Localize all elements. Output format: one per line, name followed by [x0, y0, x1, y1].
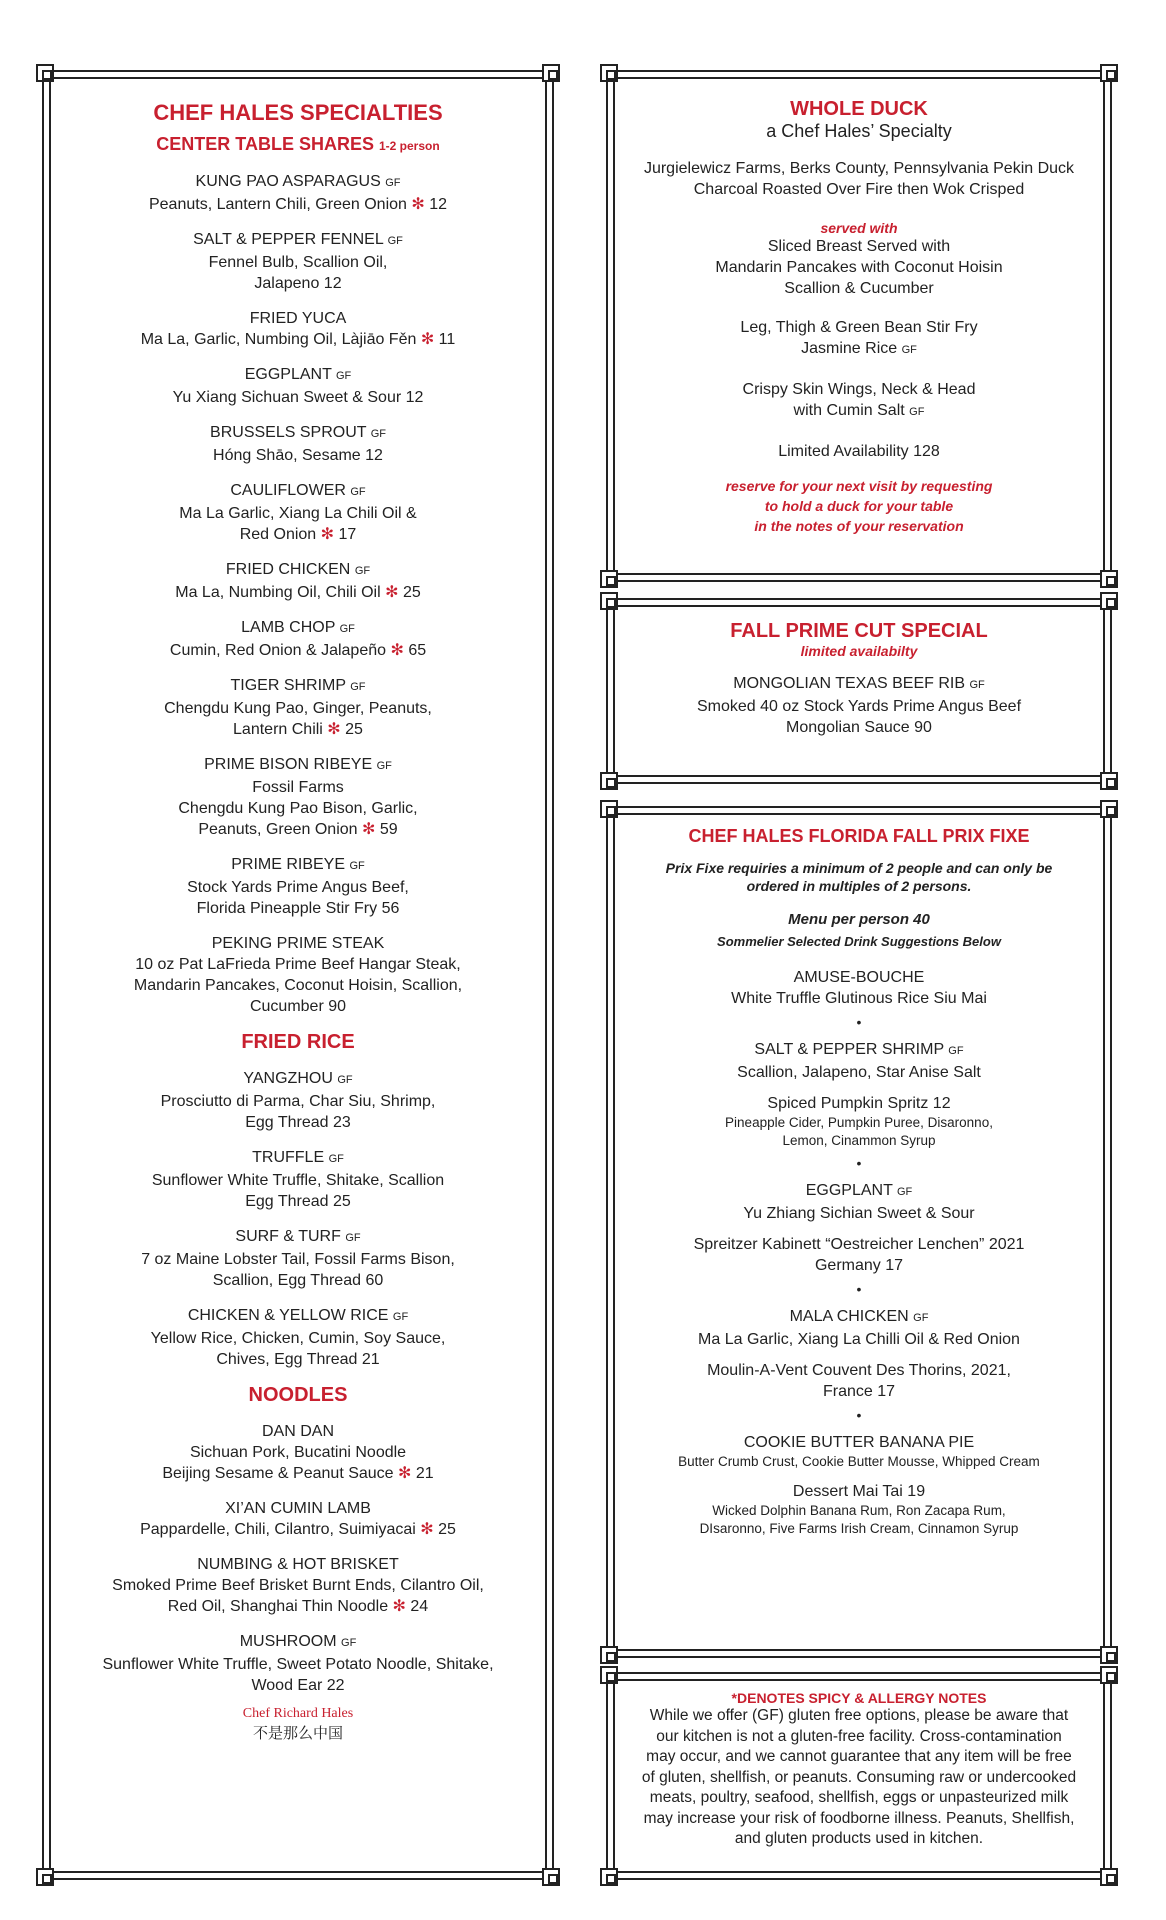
menu-item-price: 24	[410, 1598, 429, 1615]
menu-item-price: 11	[438, 331, 456, 348]
menu-item-desc: Ma La, Numbing Oil, Chili Oil ✻ 25	[175, 584, 421, 601]
menu-item-desc: Red Oil, Shanghai Thin Noodle ✻ 24	[167, 1598, 429, 1615]
menu-item-name: SURF & TURF GF	[235, 1228, 361, 1245]
menu-item	[56, 422, 540, 466]
menu-item-desc: Ma La Garlic, Xiang La Chili Oil &	[179, 505, 417, 522]
drink-desc: Pineapple Cider, Pumpkin Puree, Disaronno,	[725, 1115, 993, 1130]
menu-item-desc: Peanuts, Lantern Chili, Green Onion ✻ 12	[148, 196, 448, 213]
reserve-note: reserve for your next visit by requesting to hold a duck for your table in the notes of your reservation	[725, 478, 993, 534]
drink-name: Spreitzer Kabinett “Oestreicher Lenchen” 2021	[693, 1236, 1025, 1253]
menu-item	[56, 229, 540, 294]
spicy-icon: ✻	[322, 721, 346, 738]
gf-badge: GF	[336, 370, 352, 382]
prime-cut-title: FALL PRIME CUT SPECIAL	[730, 620, 988, 642]
duck-course-line: Leg, Thigh & Green Bean Stir Fry	[740, 319, 978, 336]
allergy-notes-panel	[606, 1672, 1112, 1880]
corner-ornament	[1100, 1868, 1118, 1886]
corner-ornament	[600, 800, 618, 818]
menu-item-desc: Pappardelle, Chili, Cilantro, Suimiyacai ✻ 25	[140, 1521, 456, 1538]
menu-item-price: 65	[408, 642, 427, 659]
menu-item	[56, 1554, 540, 1617]
course-desc: Ma La Garlic, Xiang La Chilli Oil & Red Onion	[698, 1331, 1020, 1348]
menu-item	[56, 675, 540, 740]
menu-item-desc: Beijing Sesame & Peanut Sauce ✻ 21	[162, 1465, 434, 1482]
menu-item-name: BRUSSELS SPROUT GF	[210, 424, 386, 441]
menu-item	[56, 1068, 540, 1133]
gf-badge: GF	[328, 1153, 344, 1165]
menu-item-desc: Yellow Rice, Chicken, Cumin, Soy Sauce,	[150, 1330, 446, 1347]
fried-rice-items	[56, 1068, 540, 1370]
gf-badge: GF	[387, 235, 403, 247]
menu-item-name: EGGPLANT GF	[244, 366, 352, 383]
menu-item-desc: 7 oz Maine Lobster Tail, Fossil Farms Bison,	[141, 1251, 455, 1268]
menu-item-name: DAN DAN	[261, 1423, 334, 1440]
course-name: MALA CHICKEN GF	[789, 1308, 929, 1325]
chef-signature: Chef Richard Hales	[242, 1706, 354, 1721]
gf-badge: GF	[370, 428, 386, 440]
corner-ornament	[600, 64, 618, 82]
corner-ornament	[1100, 772, 1118, 790]
menu-item-price: 17	[338, 526, 357, 543]
corner-ornament	[36, 64, 54, 82]
menu-item-name: TRUFFLE GF	[252, 1149, 344, 1166]
menu-item-name: PRIME BISON RIBEYE GF	[204, 756, 392, 773]
menu-item-desc: Florida Pineapple Stir Fry 56	[196, 900, 400, 917]
fried-rice-title: FRIED RICE	[241, 1031, 355, 1053]
corner-ornament	[1100, 592, 1118, 610]
menu-item-name: KUNG PAO ASPARAGUS GF	[195, 173, 401, 190]
duck-course-line: Crispy Skin Wings, Neck & Head	[742, 381, 976, 398]
menu-item	[56, 559, 540, 603]
sommelier-note: Sommelier Selected Drink Suggestions Below	[717, 934, 1001, 949]
corner-ornament	[542, 1868, 560, 1886]
menu-item-desc: Fennel Bulb, Scallion Oil,	[208, 254, 388, 271]
drink-name: Spiced Pumpkin Spritz 12	[767, 1095, 951, 1112]
gf-badge: GF	[337, 1074, 353, 1086]
duck-course-line: Jasmine Rice GF	[801, 340, 917, 357]
menu-item-name: MUSHROOM GF	[239, 1633, 357, 1650]
menu-item-name: TIGER SHRIMP GF	[230, 677, 366, 694]
duck-course-line: Scallion & Cucumber	[784, 280, 934, 297]
course-divider: •	[856, 1014, 862, 1030]
corner-ornament	[1100, 1646, 1118, 1664]
prime-cut-desc: Smoked 40 oz Stock Yards Prime Angus Beef	[696, 698, 1022, 715]
menu-item	[56, 617, 540, 661]
gf-badge: GF	[350, 486, 366, 498]
course-desc: Scallion, Jalapeno, Star Anise Salt	[737, 1064, 981, 1081]
spicy-icon: ✻	[415, 1521, 439, 1538]
menu-item	[56, 1226, 540, 1291]
menu-item-desc: Chengdu Kung Pao Bison, Garlic,	[178, 800, 418, 817]
menu-item-desc: Lantern Chili ✻ 25	[233, 721, 363, 738]
drink-name: Moulin-A-Vent Couvent Des Thorins, 2021,	[707, 1362, 1011, 1379]
duck-desc: Charcoal Roasted Over Fire then Wok Crisped	[693, 181, 1025, 198]
menu-item	[56, 1498, 540, 1540]
menu-item-name: CHICKEN & YELLOW RICE GF	[187, 1307, 409, 1324]
specialties-title: CHEF HALES SPECIALTIES	[153, 100, 443, 125]
drink-name: Dessert Mai Tai 19	[792, 1483, 926, 1500]
gf-badge: GF	[345, 1232, 361, 1244]
gf-badge: GF	[376, 760, 392, 772]
menu-item	[56, 308, 540, 350]
course-name: SALT & PEPPER SHRIMP GF	[754, 1041, 964, 1058]
corner-ornament	[1100, 570, 1118, 588]
corner-ornament	[600, 1646, 618, 1664]
menu-item	[56, 1305, 540, 1370]
course-divider: •	[856, 1155, 862, 1171]
corner-ornament	[600, 772, 618, 790]
prime-cut-desc: Mongolian Sauce 90	[786, 719, 932, 736]
menu-item-desc: Stock Yards Prime Angus Beef,	[187, 879, 409, 896]
drink-desc: Lemon, Cinammon Syrup	[782, 1133, 936, 1148]
corner-ornament	[1100, 64, 1118, 82]
menu-item-name: CAULIFLOWER GF	[230, 482, 366, 499]
prime-cut-subtitle: limited availabilty	[800, 643, 918, 659]
menu-item-name: SALT & PEPPER FENNEL GF	[193, 231, 403, 248]
menu-item-desc: Wood Ear 22	[251, 1677, 345, 1694]
menu-item-desc: Fossil Farms	[252, 779, 344, 796]
menu-item-name: PEKING PRIME STEAK	[211, 935, 385, 952]
allergy-notes-title: *DENOTES SPICY & ALLERGY NOTES	[731, 1690, 987, 1706]
spicy-icon: ✻	[316, 526, 339, 543]
gf-badge: GF	[354, 565, 371, 577]
prix-fixe-price: Menu per person 40	[788, 911, 930, 928]
menu-item-desc: Jalapeno 12	[254, 275, 342, 292]
menu-item-desc: Yu Xiang Sichuan Sweet & Sour 12	[172, 389, 424, 406]
corner-ornament	[600, 1666, 618, 1684]
menu-item-price: 59	[379, 821, 398, 838]
duck-title: WHOLE DUCK	[790, 98, 928, 120]
drink-desc: France 17	[822, 1383, 896, 1400]
gf-badge: GF	[385, 177, 401, 189]
menu-item-desc: Sunflower White Truffle, Shitake, Scallion	[151, 1172, 445, 1189]
menu-item-desc: Cucumber 90	[249, 998, 347, 1015]
prix-fixe-note: Prix Fixe requiries a minimum of 2 people and can only be ordered in multiples of 2 persons.	[665, 860, 1053, 894]
center-table-items	[56, 171, 540, 1017]
spicy-icon: ✻	[388, 1598, 411, 1615]
course-name: AMUSE-BOUCHE	[793, 969, 925, 986]
noodle-items	[56, 1421, 540, 1696]
duck-availability: Limited Availability 128	[778, 443, 940, 460]
duck-course-line: Mandarin Pancakes with Coconut Hoisin	[715, 259, 1003, 276]
course-desc: Butter Crumb Crust, Cookie Butter Mousse, Whipped Cream	[678, 1454, 1040, 1469]
corner-ornament	[600, 1868, 618, 1886]
menu-item-desc: Chives, Egg Thread 21	[216, 1351, 380, 1368]
center-table-title: CENTER TABLE SHARES 1-2 person	[156, 134, 440, 154]
menu-item-name: PRIME RIBEYE GF	[231, 856, 365, 873]
menu-item-desc: Egg Thread 23	[245, 1114, 351, 1131]
menu-item-desc: Cumin, Red Onion & Jalapeño ✻ 65	[169, 642, 427, 659]
menu-item-price: 25	[438, 1521, 456, 1538]
menu-item-desc: 10 oz Pat LaFrieda Prime Beef Hangar Steak,	[135, 956, 461, 973]
menu-item	[56, 171, 540, 215]
menu-item-desc: Sichuan Pork, Bucatini Noodle	[189, 1444, 407, 1461]
menu-item-name: LAMB CHOP GF	[241, 619, 355, 636]
spicy-icon: ✻	[406, 196, 430, 213]
spicy-icon: ✻	[393, 1465, 416, 1482]
corner-ornament	[36, 1868, 54, 1886]
gf-badge: GF	[339, 623, 355, 635]
duck-course-line: with Cumin Salt GF	[793, 402, 925, 419]
menu-item-price: 21	[415, 1465, 434, 1482]
menu-item-desc: Smoked Prime Beef Brisket Burnt Ends, Cilantro Oil,	[112, 1577, 484, 1594]
menu-item	[56, 1147, 540, 1212]
menu-item-name: FRIED CHICKEN GF	[225, 561, 371, 578]
corner-ornament	[600, 592, 618, 610]
menu-item-desc: Prosciutto di Parma, Char Siu, Shrimp,	[160, 1093, 436, 1110]
menu-item	[56, 480, 540, 545]
chinese-tagline: 不是那么中国	[252, 1725, 343, 1742]
course-desc: Yu Zhiang Sichian Sweet & Sour	[743, 1205, 975, 1222]
menu-item-desc: Hóng Shāo, Sesame 12	[213, 447, 383, 464]
menu-item-desc: Ma La, Garlic, Numbing Oil, Làjiāo Fěn ✻ 11	[140, 331, 456, 348]
corner-ornament	[1100, 1666, 1118, 1684]
spicy-icon: ✻	[386, 642, 409, 659]
prime-cut-name: MONGOLIAN TEXAS BEEF RIB GF	[733, 675, 985, 692]
allergy-notes-body: While we offer (GF) gluten free options, please be aware that our kitchen is not a gluten-free facility. Cross-contamination may occur, and we cannot guarantee that any item will be free of gluten, shellfish, or peanuts. Consuming raw or undercooked meats, poultry, seafood, shellfish, eggs or unpasteurized milk may increase your risk of foodborne illness. Peanuts, Shellfish, and gluten products used in kitchen.	[641, 1707, 1077, 1847]
menu-item-name: YANGZHOU GF	[243, 1070, 353, 1087]
gf-badge: GF	[350, 681, 366, 693]
menu-item-price: 25	[402, 584, 421, 601]
gf-badge: GF	[341, 1637, 357, 1649]
menu-item	[56, 364, 540, 408]
course-name: COOKIE BUTTER BANANA PIE	[743, 1434, 975, 1451]
course-divider: •	[856, 1281, 862, 1297]
noodles-title: NOODLES	[248, 1384, 348, 1406]
menu-item-desc: Mandarin Pancakes, Coconut Hoisin, Scallion,	[133, 977, 463, 994]
menu-item-name: NUMBING & HOT BRISKET	[197, 1556, 399, 1573]
menu-item	[56, 933, 540, 1017]
menu-item	[56, 854, 540, 919]
menu-item-desc: Sunflower White Truffle, Sweet Potato Noodle, Shitake,	[102, 1656, 494, 1673]
menu-item-desc: Egg Thread 25	[245, 1193, 351, 1210]
gf-badge: GF	[392, 1311, 409, 1323]
menu-item-desc: Scallion, Egg Thread 60	[212, 1272, 384, 1289]
course-name: EGGPLANT GF	[805, 1182, 913, 1199]
course-desc: White Truffle Glutinous Rice Siu Mai	[731, 990, 987, 1007]
prix-fixe-title: CHEF HALES FLORIDA FALL PRIX FIXE	[688, 826, 1030, 846]
prime-cut-panel	[606, 598, 1112, 784]
specialties-panel	[42, 70, 554, 1880]
whole-duck-panel	[606, 70, 1112, 582]
corner-ornament	[1100, 800, 1118, 818]
duck-desc: Jurgielewicz Farms, Berks County, Pennsylvania Pekin Duck	[643, 160, 1075, 177]
menu-item	[56, 1631, 540, 1696]
menu-item-desc: Red Onion ✻ 17	[239, 526, 357, 543]
corner-ornament	[542, 64, 560, 82]
spicy-icon: ✻	[380, 584, 403, 601]
menu-item-desc: Chengdu Kung Pao, Ginger, Peanuts,	[164, 700, 432, 717]
spicy-icon: ✻	[416, 331, 439, 348]
drink-desc: Germany 17	[814, 1257, 904, 1274]
prix-fixe-panel	[606, 806, 1112, 1658]
course-divider: •	[856, 1407, 862, 1423]
gf-badge: GF	[349, 860, 365, 872]
drink-desc: DIsaronno, Five Farms Irish Cream, Cinnamon Syrup	[699, 1521, 1019, 1536]
menu-item-price: 25	[345, 721, 363, 738]
menu-item-name: XI’AN CUMIN LAMB	[225, 1500, 371, 1517]
menu-item	[56, 1421, 540, 1484]
duck-course-line: Sliced Breast Served with	[767, 238, 951, 255]
served-with-label: served with	[820, 220, 898, 236]
menu-item-name: FRIED YUCA	[249, 310, 347, 327]
duck-subtitle: a Chef Hales’ Specialty	[766, 121, 952, 141]
corner-ornament	[600, 570, 618, 588]
menu-item-price: 12	[429, 196, 448, 213]
menu-item-desc: Peanuts, Green Onion ✻ 59	[198, 821, 398, 838]
drink-desc: Wicked Dolphin Banana Rum, Ron Zacapa Rum,	[712, 1503, 1006, 1518]
menu-item	[56, 754, 540, 840]
spicy-icon: ✻	[357, 821, 380, 838]
